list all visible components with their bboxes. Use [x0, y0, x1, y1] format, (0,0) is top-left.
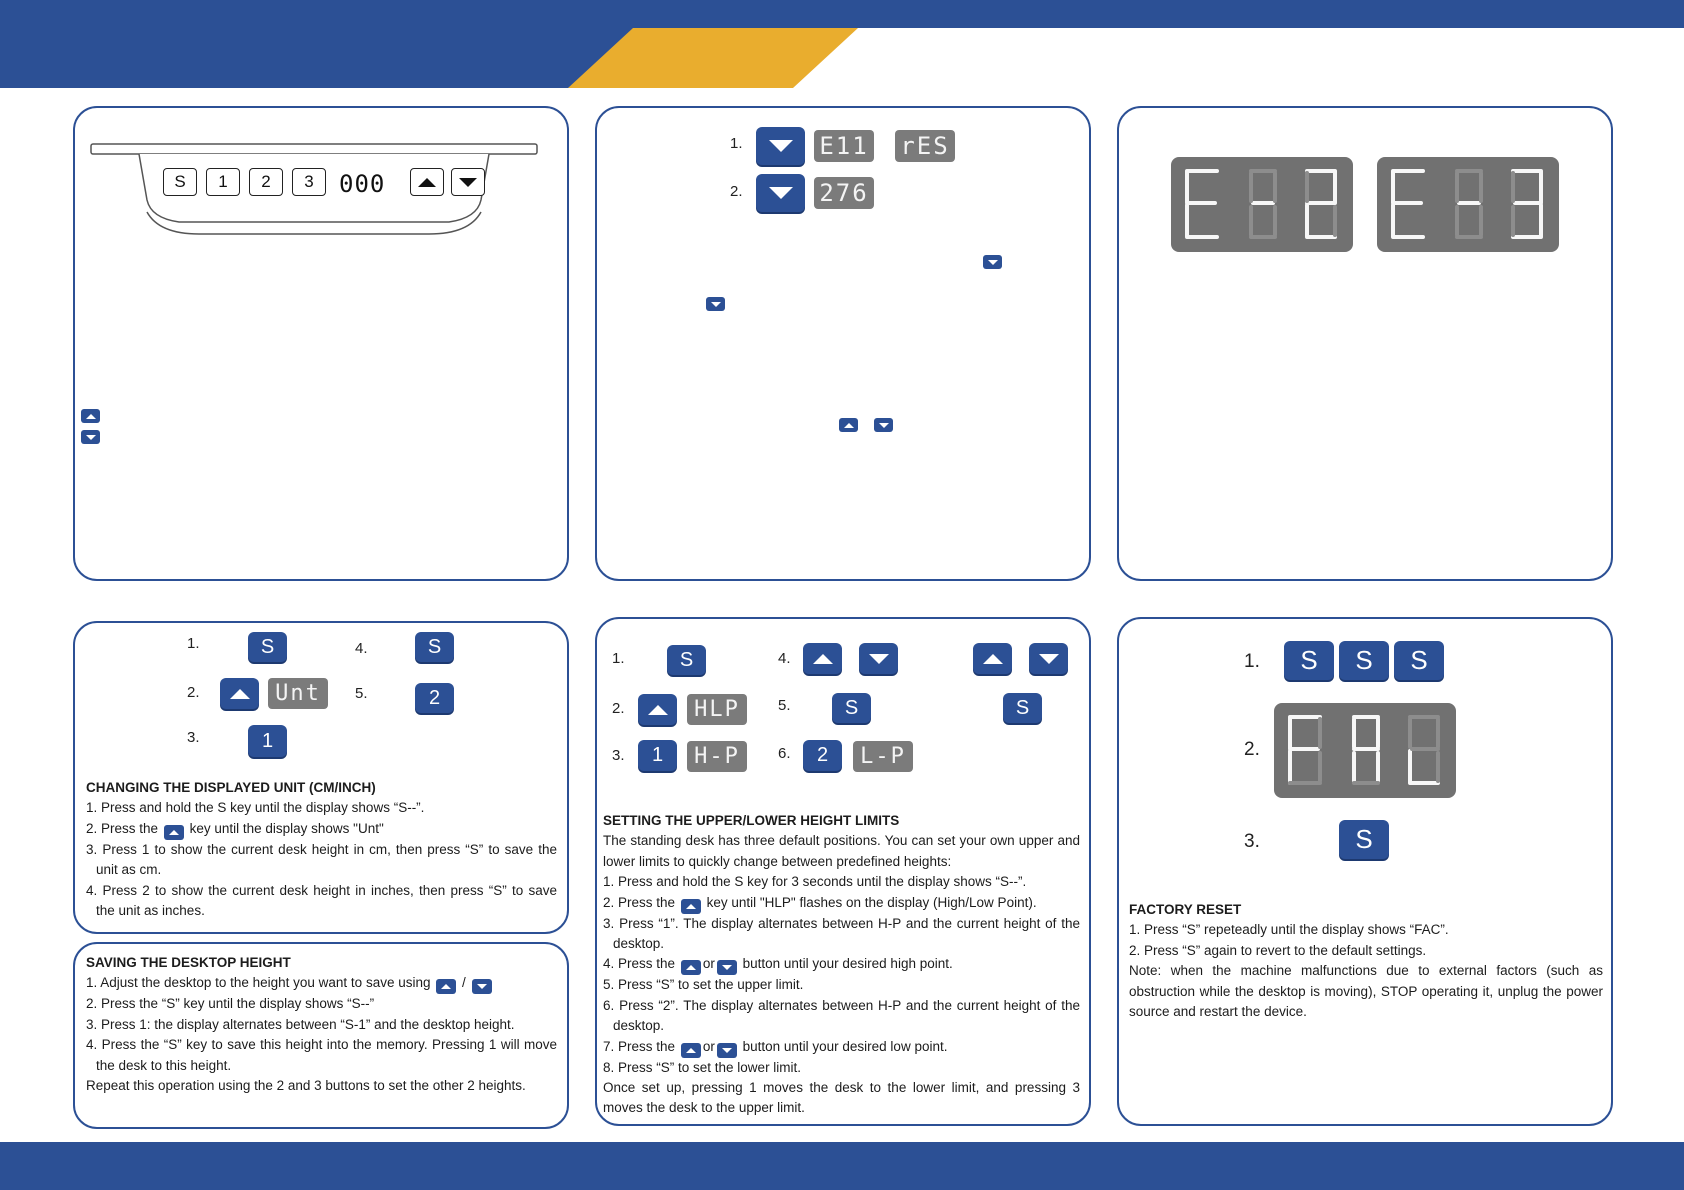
step-number: 2. [1244, 739, 1260, 760]
list-item: 5. Press “S” to set the upper limit. [603, 977, 804, 993]
step-number: 5. [778, 697, 791, 714]
list-item: 4. Press the “S” key to save this height into the memory. Pressing 1 will move the desk to this height. [86, 1037, 557, 1073]
down-arrow-icon [983, 255, 1002, 269]
s-button[interactable]: S [248, 632, 287, 662]
display-unt: Unt [268, 678, 328, 709]
down-arrow-icon [81, 430, 100, 444]
note: Note: when the machine malfunctions due to external factors (such as obstruction while the desktop is moving), STOP operating it, unplug the power source and restart the device. [1129, 963, 1603, 1020]
display-e11: E11 [814, 130, 874, 162]
seven-segment-e2 [1171, 157, 1353, 252]
step-number: 1. [612, 650, 625, 667]
key-up[interactable] [410, 168, 444, 196]
error-display-e3 [1377, 157, 1559, 252]
list-item: 6. Press “2”. The display alternates between H-P and the current height of the desktop. [603, 997, 1080, 1034]
up-arrow-icon [681, 899, 701, 914]
up-button[interactable] [803, 643, 842, 674]
s-button[interactable]: S [667, 645, 706, 675]
list-item: 2. Press the “S” key until the display shows “S--” [86, 996, 375, 1012]
section-heading: SAVING THE DESKTOP HEIGHT [86, 955, 291, 970]
step-number: 2. [612, 700, 625, 717]
save-instructions [86, 953, 557, 1096]
up-arrow-icon [681, 960, 701, 975]
display-hlp: HLP [687, 694, 747, 725]
down-arrow-icon [874, 418, 893, 432]
up-arrow-icon [418, 178, 436, 187]
list-item: 4. Press the or button until your desired high point. [603, 954, 1080, 975]
down-arrow-icon [706, 297, 725, 311]
step-number: 4. [778, 650, 791, 667]
down-arrow-icon [769, 140, 793, 152]
step-number: 2. [187, 684, 200, 701]
section-heading: FACTORY RESET [1129, 902, 1242, 917]
up-arrow-icon [81, 409, 100, 423]
intro-text: The standing desk has three default positions. You can set your own upper and lower limits to quickly change between predefined heights: [603, 833, 1080, 869]
down-arrow-icon [717, 960, 737, 975]
list-item: 7. Press the or button until your desired low point. [603, 1037, 1080, 1058]
display-276: 276 [814, 177, 874, 209]
note: Repeat this operation using the 2 and 3 buttons to set the other 2 heights. [86, 1078, 526, 1094]
s-button[interactable]: S [415, 632, 454, 662]
up-arrow-icon [230, 689, 250, 699]
key-s[interactable]: S [163, 168, 197, 196]
s-button[interactable]: S [1284, 641, 1334, 680]
down-arrow-icon [717, 1043, 737, 1058]
factory-reset-panel [1117, 617, 1613, 1126]
up-arrow-icon [648, 705, 668, 715]
step-number: 1. [187, 635, 200, 652]
up-arrow-icon [983, 654, 1003, 664]
down-button[interactable] [756, 127, 805, 165]
up-arrow-icon [813, 654, 833, 664]
step-number: 6. [778, 745, 791, 762]
list-item: 2. Press the key until the display shows "Unt" [86, 819, 557, 840]
up-arrow-icon [436, 979, 456, 994]
seven-segment-fac [1274, 703, 1456, 798]
list-item: 4. Press 2 to show the current desk height in inches, then press “S” to save the unit as inches. [86, 882, 557, 919]
key-2[interactable]: 2 [249, 168, 283, 196]
list-item: 1. Press and hold the S key for 3 seconds until the display shows “S--”. [603, 874, 1027, 890]
key-1-button[interactable]: 1 [248, 725, 287, 757]
unit-instructions [86, 778, 557, 921]
down-button[interactable] [859, 643, 898, 674]
error-display-e2 [1171, 157, 1353, 252]
section-heading: SETTING THE UPPER/LOWER HEIGHT LIMITS [603, 813, 900, 828]
down-arrow-icon [472, 979, 492, 994]
key-2-button[interactable]: 2 [415, 683, 454, 713]
seven-segment-e3 [1377, 157, 1559, 252]
display-lp: L-P [853, 741, 913, 772]
key-down[interactable] [451, 168, 485, 196]
up-button[interactable] [638, 694, 677, 725]
down-arrow-icon [1039, 654, 1059, 664]
limits-instructions [603, 811, 1080, 1119]
step-number: 2. [730, 183, 743, 200]
step-number: 3. [612, 747, 625, 764]
up-button[interactable] [220, 678, 259, 709]
keypad-display: 000 [339, 170, 386, 198]
down-button[interactable] [756, 174, 805, 212]
step-number: 3. [187, 729, 200, 746]
down-arrow-icon [869, 654, 889, 664]
display-fac [1274, 703, 1456, 798]
s-button[interactable]: S [832, 693, 871, 723]
list-item: 1. Press “S” repeteadly until the display shows “FAC”. [1129, 922, 1449, 938]
down-arrow-icon [459, 178, 477, 187]
key-3[interactable]: 3 [292, 168, 326, 196]
list-item: 3. Press 1 to show the current desk height in cm, then press “S” to save the unit as cm. [86, 841, 557, 878]
list-item: 8. Press “S” to set the lower limit. [603, 1059, 802, 1075]
footer-bar [0, 1142, 1684, 1190]
key-2-button[interactable]: 2 [803, 740, 842, 771]
list-item: 1. Press and hold the S key until the display shows “S--”. [86, 800, 425, 816]
list-item: 1. Adjust the desktop to the height you want to save using / [86, 973, 557, 994]
up-arrow-icon [164, 825, 184, 840]
s-button[interactable]: S [1394, 641, 1444, 680]
display-res: rES [895, 130, 955, 162]
list-item: 3. Press “1”. The display alternates between H-P and the current height of the desktop. [603, 915, 1080, 952]
list-item: 2. Press “S” again to revert to the default settings. [1129, 942, 1427, 958]
section-heading: CHANGING THE DISPLAYED UNIT (CM/INCH) [86, 780, 376, 795]
up-arrow-icon [681, 1043, 701, 1058]
header-bar [0, 0, 1684, 28]
step-number: 4. [355, 640, 368, 657]
key-1[interactable]: 1 [206, 168, 240, 196]
key-1-button[interactable]: 1 [638, 740, 677, 771]
s-button[interactable]: S [1339, 641, 1389, 680]
up-button[interactable] [973, 643, 1012, 674]
display-hp: H-P [687, 741, 747, 772]
s-button[interactable]: S [1339, 820, 1389, 859]
up-arrow-icon [839, 418, 858, 432]
down-arrow-icon [769, 187, 793, 199]
down-button[interactable] [1029, 643, 1068, 674]
step-number: 3. [1244, 831, 1260, 852]
step-number: 1. [1244, 651, 1260, 672]
reset-instructions [1129, 900, 1603, 1022]
step-number: 1. [730, 135, 743, 152]
outro-text: Once set up, pressing 1 moves the desk to the lower limit, and pressing 3 moves the desk to the upper limit. [603, 1080, 1080, 1116]
step-number: 5. [355, 685, 368, 702]
list-item: 3. Press 1: the display alternates between “S-1” and the desktop height. [86, 1016, 515, 1032]
s-button[interactable]: S [1003, 693, 1042, 723]
list-item: 2. Press the key until "HLP" flashes on the display (High/Low Point). [603, 893, 1080, 914]
